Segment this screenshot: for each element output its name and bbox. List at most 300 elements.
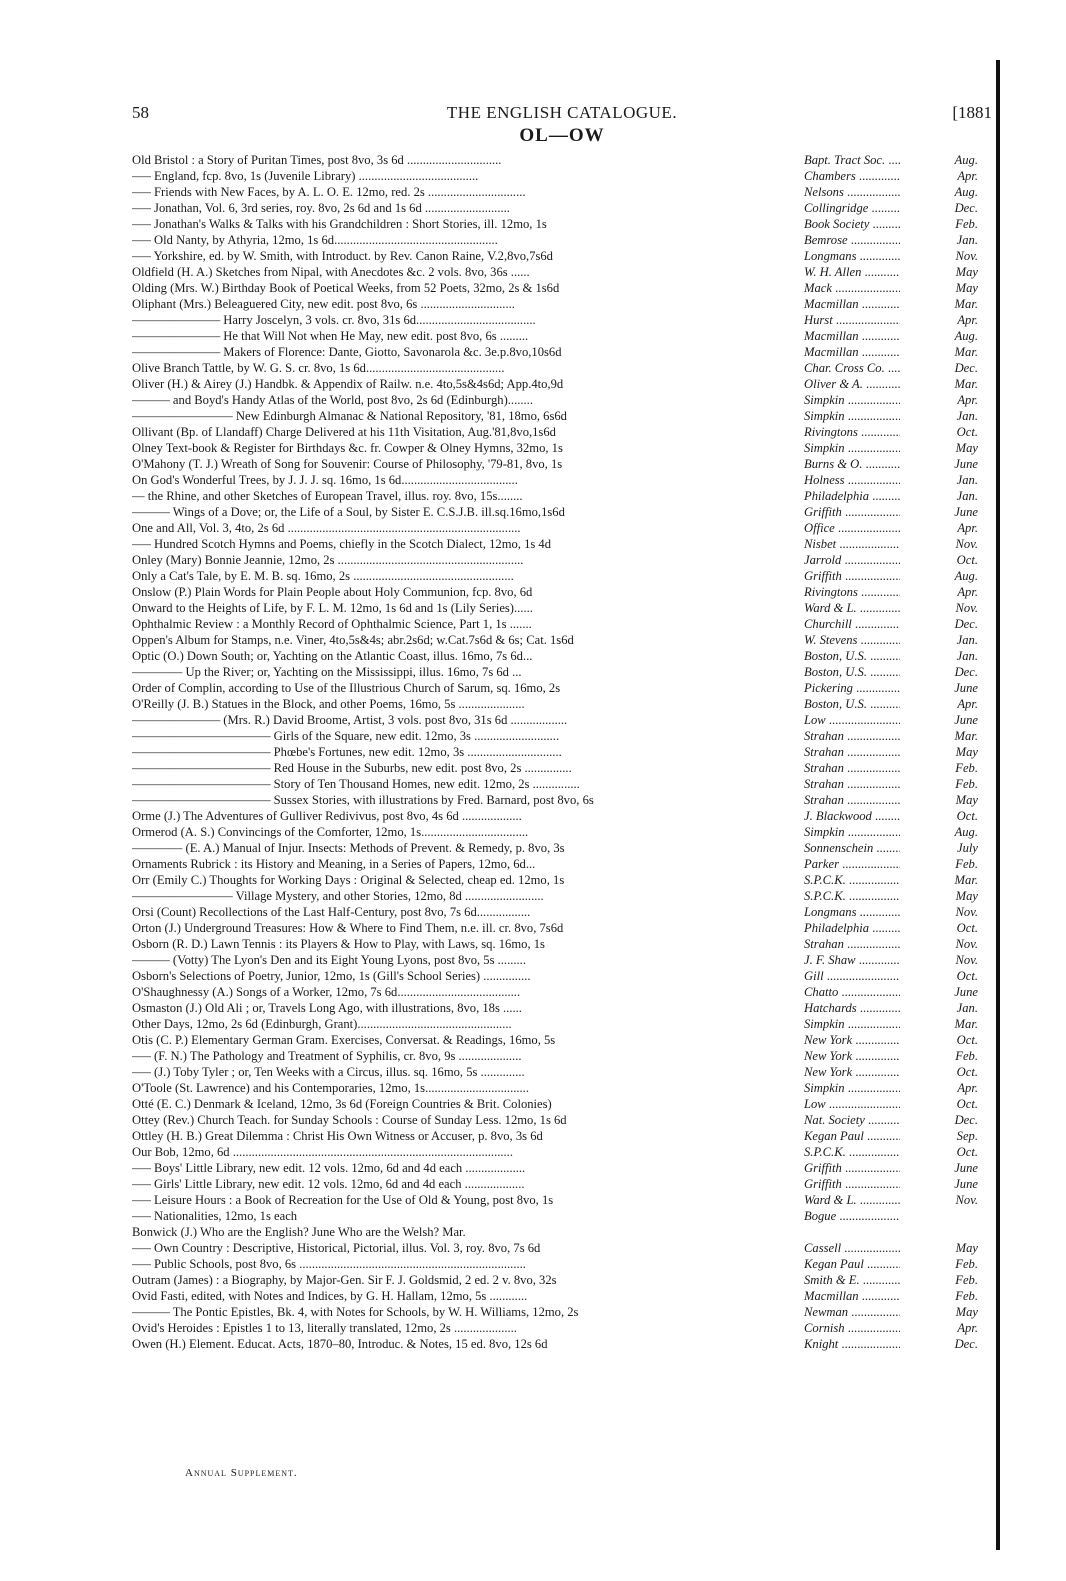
entry-publisher: Simpkin .....: [804, 408, 900, 424]
entry-publisher: Griffith .....: [804, 1176, 900, 1192]
entry-month: May: [955, 441, 978, 455]
entry-publisher: Gill .....: [804, 968, 900, 984]
right-margin-rule: [996, 60, 1000, 1550]
catalogue-entry: [132, 728, 992, 744]
catalogue-entry: [132, 248, 992, 264]
catalogue-entry: [132, 680, 992, 696]
entry-publisher: Chatto .....: [804, 984, 900, 1000]
entry-title: ——————————— Red House in the Suburbs, new edit. post 8vo, 2s ...............: [132, 761, 572, 775]
entry-title: Ottey (Rev.) Church Teach. for Sunday Schools : Course of Sunday Less. 12mo, 1s 6d: [132, 1113, 567, 1127]
entry-month: Apr.: [957, 313, 978, 327]
catalogue-entry: [132, 952, 992, 968]
entry-publisher: Bapt. Tract Soc. .....: [804, 152, 900, 168]
entry-publisher: Boston, U.S. .....: [804, 648, 900, 664]
entry-publisher: Holness .....: [804, 472, 900, 488]
entry-publisher: Philadelphia .....: [804, 920, 900, 936]
entry-publisher: Knight .....: [804, 1336, 900, 1352]
entry-title: ——————————— Sussex Stories, with illustrations by Fred. Barnard, post 8vo, 6s: [132, 793, 594, 807]
catalogue-entry: [132, 920, 992, 936]
catalogue-entry: [132, 1128, 992, 1144]
catalogue-entry: [132, 392, 992, 408]
catalogue-entry: [132, 648, 992, 664]
catalogue-entry: [132, 824, 992, 840]
entry-month: Mar.: [954, 729, 978, 743]
entry-publisher: Bemrose .....: [804, 232, 900, 248]
catalogue-entries: [132, 152, 992, 1352]
catalogue-entry: [132, 360, 992, 376]
entry-title: ——————— He that Will Not when He May, new edit. post 8vo, 6s .........: [132, 329, 529, 343]
entry-month: June: [954, 457, 978, 471]
catalogue-entry: [132, 232, 992, 248]
entry-month: Jan.: [956, 633, 978, 647]
catalogue-entry: [132, 632, 992, 648]
entry-publisher: Oliver & A. .....: [804, 376, 900, 392]
catalogue-entry: [132, 1160, 992, 1176]
entry-month: Feb.: [955, 1049, 978, 1063]
entry-publisher: Chambers .....: [804, 168, 900, 184]
entry-title: — the Rhine, and other Sketches of European Travel, illus. roy. 8vo, 15s........: [132, 489, 523, 503]
entry-title: O'Shaughnessy (A.) Songs of a Worker, 12mo, 7s 6d.......................................: [132, 985, 521, 999]
catalogue-entry: [132, 1336, 992, 1352]
catalogue-entry: [132, 280, 992, 296]
entry-month: June: [954, 713, 978, 727]
entry-publisher: Rivingtons .....: [804, 584, 900, 600]
entry-title: ——————— Makers of Florence: Dante, Giotto, Savonarola &c. 3e.p.8vo,10s6d: [132, 345, 562, 359]
entry-month: Mar.: [954, 345, 978, 359]
catalogue-entry: [132, 616, 992, 632]
catalogue-entry: [132, 216, 992, 232]
entry-title: Our Bob, 12mo, 6d .........................................................................................: [132, 1145, 513, 1159]
entry-title: Oliver (H.) & Airey (J.) Handbk. & Appendix of Railw. n.e. 4to,5s&4s6d; App.4to,9d: [132, 377, 564, 391]
entry-publisher: Parker .....: [804, 856, 900, 872]
entry-title: Order of Complin, according to Use of the Illustrious Church of Sarum, sq. 16mo, 2s: [132, 681, 561, 695]
catalogue-entry: [132, 504, 992, 520]
entry-publisher: Smith & E. .....: [804, 1272, 900, 1288]
entry-month: Jan.: [956, 473, 978, 487]
catalogue-entry: [132, 1208, 992, 1224]
entry-month: Aug.: [954, 153, 978, 167]
entry-title: —– Nationalities, 12mo, 1s each: [132, 1209, 298, 1223]
entry-publisher: Griffith .....: [804, 504, 900, 520]
entry-title: ——————————— Phœbe's Fortunes, new edit. 12mo, 3s ..............................: [132, 745, 562, 759]
entry-title: ———————— New Edinburgh Almanac & National Repository, '81, 18mo, 6s6d: [132, 409, 567, 423]
catalogue-entry: [132, 376, 992, 392]
entry-title: —– Leisure Hours : a Book of Recreation for the Use of Old & Young, post 8vo, 1s: [132, 1193, 554, 1207]
entry-publisher: Cassell .....: [804, 1240, 900, 1256]
entry-publisher: Simpkin .....: [804, 1016, 900, 1032]
entry-publisher: Simpkin .....: [804, 392, 900, 408]
entry-title: ———— Up the River; or, Yachting on the Mississippi, illus. 16mo, 7s 6d ...: [132, 665, 522, 679]
entry-publisher: Nisbet .....: [804, 536, 900, 552]
entry-title: —– Own Country : Descriptive, Historical, Pictorial, illus. Vol. 3, roy. 8vo, 7s 6d: [132, 1241, 541, 1255]
entry-month: Mar.: [954, 297, 978, 311]
entry-month: May: [955, 1305, 978, 1319]
entry-publisher: Sonnenschein .....: [804, 840, 900, 856]
entry-month: June: [954, 1177, 978, 1191]
catalogue-entry: [132, 968, 992, 984]
catalogue-entry: [132, 552, 992, 568]
entry-month: July: [957, 841, 978, 855]
entry-month: Dec.: [954, 361, 978, 375]
catalogue-entry: [132, 1304, 992, 1320]
entry-month: Oct.: [956, 1145, 978, 1159]
entry-month: May: [955, 745, 978, 759]
catalogue-entry: [132, 1272, 992, 1288]
entry-month: Jan.: [956, 649, 978, 663]
catalogue-entry: [132, 760, 992, 776]
entry-title: On God's Wonderful Trees, by J. J. J. sq. 16mo, 1s 6d.....................................: [132, 473, 518, 487]
entry-title: Onslow (P.) Plain Words for Plain People about Holy Communion, fcp. 8vo, 6d: [132, 585, 533, 599]
entry-title: Onward to the Heights of Life, by F. L. M. 12mo, 1s 6d and 1s (Lily Series)......: [132, 601, 533, 615]
entry-month: Jan.: [956, 233, 978, 247]
catalogue-entry: [132, 808, 992, 824]
catalogue-entry: [132, 200, 992, 216]
entry-title: ——————————— Girls of the Square, new edit. 12mo, 3s ...........................: [132, 729, 560, 743]
entry-title: —– England, fcp. 8vo, 1s (Juvenile Library) ......................................: [132, 169, 479, 183]
entry-title: Ormerod (A. S.) Convincings of the Comforter, 12mo, 1s..................................: [132, 825, 529, 839]
entry-publisher: New York .....: [804, 1064, 900, 1080]
entry-month: June: [954, 505, 978, 519]
entry-publisher: Churchill .....: [804, 616, 900, 632]
page-number: 58: [132, 103, 149, 122]
entry-publisher: Mack .....: [804, 280, 900, 296]
entry-publisher: Bogue .....: [804, 1208, 900, 1224]
entry-title: ——————— Harry Joscelyn, 3 vols. cr. 8vo, 31s 6d......................................: [132, 313, 536, 327]
entry-month: Feb.: [955, 1273, 978, 1287]
catalogue-entry: [132, 1320, 992, 1336]
entry-publisher: Nat. Society .....: [804, 1112, 900, 1128]
entry-month: Mar.: [954, 1017, 978, 1031]
entry-publisher: Ward & L. .....: [804, 600, 900, 616]
entry-title: O'Mahony (T. J.) Wreath of Song for Souvenir: Course of Philosophy, '79-81, 8vo, 1s: [132, 457, 563, 471]
entry-month: Apr.: [957, 393, 978, 407]
catalogue-entry: [132, 1096, 992, 1112]
entry-month: Nov.: [955, 1193, 978, 1207]
entry-title: Orme (J.) The Adventures of Gulliver Redivivus, post 8vo, 4s 6d ...................: [132, 809, 522, 823]
catalogue-entry: [132, 600, 992, 616]
entry-title: Onley (Mary) Bonnie Jeannie, 12mo, 2s ...........................................................: [132, 553, 524, 567]
entry-month: Oct.: [956, 553, 978, 567]
catalogue-entry: [132, 984, 992, 1000]
catalogue-entry: [132, 776, 992, 792]
entry-title: Ollivant (Bp. of Llandaff) Charge Delivered at his 11th Visitation, Aug.'81,8vo,1s6d: [132, 425, 556, 439]
entry-title: Oppen's Album for Stamps, n.e. Viner, 4to,5s&4s; abr.2s6d; w.Cat.7s6d & 6s; Cat. 1s6d: [132, 633, 574, 647]
entry-publisher: Pickering .....: [804, 680, 900, 696]
entry-title: ——————— (Mrs. R.) David Broome, Artist, 3 vols. post 8vo, 31s 6d ..................: [132, 713, 568, 727]
entry-publisher: Macmillan .....: [804, 296, 900, 312]
entry-publisher: Macmillan .....: [804, 344, 900, 360]
entry-publisher: Hurst .....: [804, 312, 900, 328]
entry-publisher: Book Society .....: [804, 216, 900, 232]
entry-title: Owen (H.) Element. Educat. Acts, 1870–80, Introduc. & Notes, 15 ed. 8vo, 12s 6d: [132, 1337, 548, 1351]
catalogue-entry: [132, 1032, 992, 1048]
catalogue-entry: [132, 1080, 992, 1096]
catalogue-entry: [132, 936, 992, 952]
entry-publisher: Philadelphia .....: [804, 488, 900, 504]
entry-month: Aug.: [954, 185, 978, 199]
entry-month: Feb.: [955, 777, 978, 791]
entry-month: Jan.: [956, 489, 978, 503]
entry-publisher: J. F. Shaw .....: [804, 952, 900, 968]
entry-publisher: Kegan Paul .....: [804, 1128, 900, 1144]
entry-publisher: Low .....: [804, 712, 900, 728]
entry-title: Ovid Fasti, edited, with Notes and Indices, by G. H. Hallam, 12mo, 5s ............: [132, 1289, 528, 1303]
entry-month: Dec.: [954, 1337, 978, 1351]
catalogue-entry: [132, 536, 992, 552]
entry-month: May: [955, 793, 978, 807]
entry-publisher: Strahan .....: [804, 776, 900, 792]
entry-publisher: Hatchards .....: [804, 1000, 900, 1016]
entry-title: Orsi (Count) Recollections of the Last Half-Century, post 8vo, 7s 6d.................: [132, 905, 531, 919]
entry-month: Mar.: [954, 377, 978, 391]
entry-month: Aug.: [954, 329, 978, 343]
entry-title: Ovid's Heroides : Epistles 1 to 13, literally translated, 12mo, 2s ....................: [132, 1321, 517, 1335]
catalogue-entry: [132, 344, 992, 360]
page-title: THE ENGLISH CATALOGUE.: [446, 103, 678, 122]
footer-note: Annual Supplement.: [185, 1467, 298, 1479]
entry-publisher: Simpkin .....: [804, 1080, 900, 1096]
catalogue-entry: [132, 1240, 992, 1256]
entry-publisher: Low .....: [804, 1096, 900, 1112]
entry-title: Outram (James) : a Biography, by Major-Gen. Sir F. J. Goldsmid, 2 ed. 2 v. 8vo, 32s: [132, 1273, 557, 1287]
entry-title: Otis (C. P.) Elementary German Gram. Exercises, Conversat. & Readings, 16mo, 5s: [132, 1033, 556, 1047]
entry-publisher: Collingridge .....: [804, 200, 900, 216]
catalogue-entry: [132, 1256, 992, 1272]
entry-publisher: Char. Cross Co. .....: [804, 360, 900, 376]
entry-publisher: Griffith .....: [804, 568, 900, 584]
entry-title: Optic (O.) Down South; or, Yachting on the Atlantic Coast, illus. 16mo, 7s 6d...: [132, 649, 533, 663]
entry-title: Old Bristol : a Story of Puritan Times, post 8vo, 3s 6d ..............................: [132, 153, 502, 167]
entry-publisher: Kegan Paul .....: [804, 1256, 900, 1272]
entry-title: Olding (Mrs. W.) Birthday Book of Poetical Weeks, from 52 Poets, 32mo, 2s & 1s6d: [132, 281, 560, 295]
entry-month: Nov.: [955, 601, 978, 615]
catalogue-entry: [132, 296, 992, 312]
entry-month: Sep.: [956, 1129, 978, 1143]
entry-month: Feb.: [955, 857, 978, 871]
entry-publisher: S.P.C.K. .....: [804, 888, 900, 904]
entry-publisher: W. Stevens .....: [804, 632, 900, 648]
entry-month: Oct.: [956, 809, 978, 823]
entry-month: Aug.: [954, 569, 978, 583]
catalogue-entry: [132, 1048, 992, 1064]
entry-title: One and All, Vol. 3, 4to, 2s 6d ..........................................................................: [132, 521, 521, 535]
catalogue-entry: [132, 584, 992, 600]
entry-month: Feb.: [955, 217, 978, 231]
entry-title: —– Jonathan's Walks & Talks with his Grandchildren : Short Stories, ill. 12mo, 1s: [132, 217, 547, 231]
catalogue-entry: [132, 520, 992, 536]
entry-title: ——————————— Story of Ten Thousand Homes, new edit. 12mo, 2s ...............: [132, 777, 580, 791]
catalogue-entry: [132, 1224, 992, 1240]
catalogue-entry: [132, 152, 992, 168]
entry-title: Bonwick (J.) Who are the English? June Who are the Welsh? Mar.: [132, 1225, 466, 1239]
running-header: [132, 103, 992, 127]
entry-month: Apr.: [957, 521, 978, 535]
entry-title: ———— (E. A.) Manual of Injur. Insects: Methods of Prevent. & Remedy, p. 8vo, 3s: [132, 841, 565, 855]
entry-month: Feb.: [955, 1257, 978, 1271]
entry-title: ——— The Pontic Epistles, Bk. 4, with Notes for Schools, by W. H. Williams, 12mo, 2s: [132, 1305, 579, 1319]
catalogue-entry: [132, 1016, 992, 1032]
catalogue-entry: [132, 472, 992, 488]
entry-month: Aug.: [954, 825, 978, 839]
entry-month: May: [955, 265, 978, 279]
entry-publisher: Simpkin .....: [804, 440, 900, 456]
entry-publisher: Macmillan .....: [804, 328, 900, 344]
catalogue-entry: [132, 840, 992, 856]
catalogue-year: [1881: [952, 103, 992, 122]
entry-month: Nov.: [955, 937, 978, 951]
entry-title: Ornaments Rubrick : its History and Meaning, in a Series of Papers, 12mo, 6d...: [132, 857, 536, 871]
entry-month: Dec.: [954, 201, 978, 215]
entry-month: Apr.: [957, 1321, 978, 1335]
entry-publisher: S.P.C.K. .....: [804, 872, 900, 888]
entry-month: Feb.: [955, 1289, 978, 1303]
entry-month: Nov.: [955, 249, 978, 263]
entry-month: Dec.: [954, 617, 978, 631]
entry-month: Apr.: [957, 585, 978, 599]
catalogue-entry: [132, 1176, 992, 1192]
catalogue-entry: [132, 696, 992, 712]
catalogue-entry: [132, 168, 992, 184]
entry-title: —– Jonathan, Vol. 6, 3rd series, roy. 8vo, 2s 6d and 1s 6d ...........................: [132, 201, 510, 215]
entry-title: ———————— Village Mystery, and other Stories, 12mo, 8d .........................: [132, 889, 544, 903]
entry-title: Osborn's Selections of Poetry, Junior, 12mo, 1s (Gill's School Series) ...............: [132, 969, 531, 983]
entry-title: Oliphant (Mrs.) Beleaguered City, new edit. post 8vo, 6s ..............................: [132, 297, 515, 311]
entry-title: Oldfield (H. A.) Sketches from Nipal, with Anecdotes &c. 2 vols. 8vo, 36s ......: [132, 265, 530, 279]
entry-title: ——— and Boyd's Handy Atlas of the World, post 8vo, 2s 6d (Edinburgh)........: [132, 393, 533, 407]
catalogue-entry: [132, 1144, 992, 1160]
entry-month: Oct.: [956, 1065, 978, 1079]
entry-publisher: Office .....: [804, 520, 900, 536]
entry-title: Olney Text-book & Register for Birthdays &c. fr. Cowper & Olney Hymns, 32mo, 1s: [132, 441, 563, 455]
entry-publisher: W. H. Allen .....: [804, 264, 900, 280]
catalogue-entry: [132, 456, 992, 472]
catalogue-entry: [132, 264, 992, 280]
section-heading: OL—OW: [519, 125, 605, 146]
entry-month: Feb.: [955, 761, 978, 775]
entry-title: —– (F. N.) The Pathology and Treatment of Syphilis, cr. 8vo, 9s ....................: [132, 1049, 522, 1063]
entry-title: —– Public Schools, post 8vo, 6s ........................................................................: [132, 1257, 526, 1271]
entry-publisher: Griffith .....: [804, 1160, 900, 1176]
entry-publisher: Strahan .....: [804, 744, 900, 760]
entry-publisher: Strahan .....: [804, 936, 900, 952]
catalogue-entry: [132, 1000, 992, 1016]
catalogue-entry: [132, 744, 992, 760]
entry-title: Osmaston (J.) Old Ali ; or, Travels Long Ago, with illustrations, 8vo, 18s ......: [132, 1001, 522, 1015]
entry-publisher: Jarrold .....: [804, 552, 900, 568]
entry-title: —– (J.) Toby Tyler ; or, Ten Weeks with a Circus, illus. sq. 16mo, 5s ..............: [132, 1065, 525, 1079]
entry-month: Oct.: [956, 969, 978, 983]
entry-month: Oct.: [956, 1097, 978, 1111]
catalogue-entry: [132, 488, 992, 504]
entry-month: Dec.: [954, 1113, 978, 1127]
entry-title: Orton (J.) Underground Treasures: How & Where to Find Them, n.e. ill. cr. 8vo, 7s6d: [132, 921, 564, 935]
entry-publisher: Boston, U.S. .....: [804, 664, 900, 680]
entry-month: May: [955, 889, 978, 903]
catalogue-entry: [132, 856, 992, 872]
entry-publisher: New York .....: [804, 1032, 900, 1048]
entry-publisher: Macmillan .....: [804, 1288, 900, 1304]
entry-publisher: New York .....: [804, 1048, 900, 1064]
entry-title: —– Yorkshire, ed. by W. Smith, with Introduct. by Rev. Canon Raine, V.2,8vo,7s6d: [132, 249, 553, 263]
entry-title: Olive Branch Tattle, by W. G. S. cr. 8vo, 1s 6d............................................: [132, 361, 505, 375]
catalogue-entry: [132, 792, 992, 808]
entry-publisher: Longmans .....: [804, 904, 900, 920]
catalogue-entry: [132, 568, 992, 584]
entry-title: O'Toole (St. Lawrence) and his Contemporaries, 12mo, 1s.................................: [132, 1081, 529, 1095]
entry-publisher: Nelsons .....: [804, 184, 900, 200]
catalogue-entry: [132, 1112, 992, 1128]
entry-publisher: Cornish .....: [804, 1320, 900, 1336]
entry-title: Otté (E. C.) Denmark & Iceland, 12mo, 3s 6d (Foreign Countries & Brit. Colonies): [132, 1097, 552, 1111]
catalogue-entry: [132, 184, 992, 200]
entry-title: O'Reilly (J. B.) Statues in the Block, and other Poems, 16mo, 5s .....................: [132, 697, 525, 711]
entry-month: Nov.: [955, 953, 978, 967]
entry-month: Oct.: [956, 921, 978, 935]
entry-month: Apr.: [957, 169, 978, 183]
entry-month: Nov.: [955, 537, 978, 551]
entry-month: Oct.: [956, 1033, 978, 1047]
entry-publisher: J. Blackwood .....: [804, 808, 900, 824]
entry-title: —– Old Nanty, by Athyria, 12mo, 1s 6d....................................................: [132, 233, 498, 247]
catalogue-entry: [132, 312, 992, 328]
entry-title: ——— Wings of a Dove; or, the Life of a Soul, by Sister E. C.S.J.B. ill.sq.16mo,1s6d: [132, 505, 565, 519]
entry-month: May: [955, 1241, 978, 1255]
entry-publisher: Strahan .....: [804, 792, 900, 808]
entry-month: June: [954, 681, 978, 695]
entry-month: Dec.: [954, 665, 978, 679]
entry-month: June: [954, 985, 978, 999]
catalogue-entry: [132, 1064, 992, 1080]
entry-publisher: Strahan .....: [804, 760, 900, 776]
entry-publisher: Burns & O. .....: [804, 456, 900, 472]
entry-publisher: Boston, U.S. .....: [804, 696, 900, 712]
entry-title: —– Girls' Little Library, new edit. 12 vols. 12mo, 6d and 4d each ...................: [132, 1177, 525, 1191]
catalogue-entry: [132, 904, 992, 920]
entry-publisher: Rivingtons .....: [804, 424, 900, 440]
catalogue-entry: [132, 328, 992, 344]
entry-title: —– Boys' Little Library, new edit. 12 vols. 12mo, 6d and 4d each ...................: [132, 1161, 526, 1175]
entry-title: —– Friends with New Faces, by A. L. O. E. 12mo, red. 2s ...............................: [132, 185, 526, 199]
entry-month: Nov.: [955, 905, 978, 919]
entry-publisher: Simpkin .....: [804, 824, 900, 840]
catalogue-entry: [132, 712, 992, 728]
catalogue-entry: [132, 440, 992, 456]
entry-title: Only a Cat's Tale, by E. M. B. sq. 16mo, 2s ...................................................: [132, 569, 514, 583]
catalogue-entry: [132, 872, 992, 888]
catalogue-entry: [132, 664, 992, 680]
entry-title: Osborn (R. D.) Lawn Tennis : its Players & How to Play, with Laws, sq. 16mo, 1s: [132, 937, 545, 951]
entry-title: ——— (Votty) The Lyon's Den and its Eight Young Lyons, post 8vo, 5s .........: [132, 953, 526, 967]
entry-month: Oct.: [956, 425, 978, 439]
catalogue-entry: [132, 424, 992, 440]
catalogue-entry: [132, 1288, 992, 1304]
entry-publisher: Ward & L. .....: [804, 1192, 900, 1208]
entry-title: —– Hundred Scotch Hymns and Poems, chiefly in the Scotch Dialect, 12mo, 1s 4d: [132, 537, 552, 551]
catalogue-entry: [132, 408, 992, 424]
entry-month: Jan.: [956, 1001, 978, 1015]
entry-title: Ottley (H. B.) Great Dilemma : Christ His Own Witness or Accuser, p. 8vo, 3s 6d: [132, 1129, 543, 1143]
entry-publisher: Longmans .....: [804, 248, 900, 264]
entry-month: May: [955, 281, 978, 295]
catalogue-entry: [132, 1192, 992, 1208]
entry-month: Apr.: [957, 1081, 978, 1095]
entry-title: Other Days, 12mo, 2s 6d (Edinburgh, Grant).................................................: [132, 1017, 512, 1031]
entry-month: Apr.: [957, 697, 978, 711]
entry-month: Mar.: [954, 873, 978, 887]
entry-title: Orr (Emily C.) Thoughts for Working Days : Original & Selected, cheap ed. 12mo, 1s: [132, 873, 565, 887]
entry-publisher: S.P.C.K. .....: [804, 1144, 900, 1160]
entry-publisher: Newman .....: [804, 1304, 900, 1320]
